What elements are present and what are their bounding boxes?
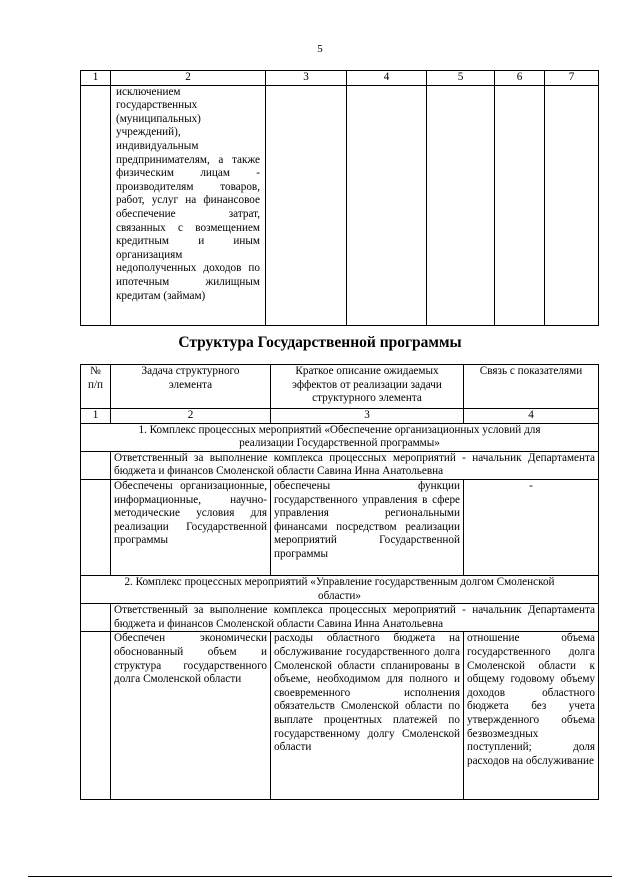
complex1-effect: обеспечены функции государственного управления в сфере управления региональными финансами посредством реализации мероприятий Государственной программы: [271, 479, 464, 575]
complex1-responsible: Ответственный за выполнение комплекса процессных мероприятий - начальник Департамента бюджета и финансов Смоленской области Савина Инна Анатольевна: [111, 451, 599, 479]
col-number-3: 3: [266, 71, 347, 86]
complex-title-row: [81, 575, 599, 603]
complex2-link: отношение объема государственного долга Смоленской области к общему годовому объему доходов областного бюджета без учета утвержденного объема безвозмездных поступлений; доля расходов на обслуживание: [464, 632, 599, 800]
header-number: № п/п: [81, 365, 111, 409]
responsible-row: [81, 451, 599, 479]
col-number-2: 2: [111, 71, 266, 86]
column-number: 2: [111, 409, 271, 424]
complex1-link: -: [529, 479, 533, 492]
complex1-title: 1. Комплекс процессных мероприятий «Обеспечение организационных условий для реализации Государственной программы»: [81, 423, 599, 451]
table-row: [81, 632, 599, 800]
header-effect: Краткое описание ожидаемых эффектов от реализации задачи структурного элемента: [271, 365, 464, 409]
complex2-responsible: Ответственный за выполнение комплекса процессных мероприятий - начальник Департамента бюджета и финансов Смоленской области Савина Инна Анатольевна: [111, 604, 599, 632]
page-number: 5: [317, 43, 323, 55]
col-number-6: 6: [495, 71, 545, 86]
column-numbers-row: [81, 409, 599, 424]
col-number-7: 7: [545, 71, 599, 86]
column-number: 4: [464, 409, 599, 424]
table-row: [81, 479, 599, 575]
complex2-task: Обеспечен экономически обоснованный объем и структура государственного долга Смоленской области: [111, 632, 271, 800]
table-header-row: [81, 365, 599, 409]
table-header-row: [81, 71, 599, 86]
page-bottom-rule: [28, 876, 612, 877]
table-row: [81, 85, 599, 325]
header-link: Связь с показателями: [464, 365, 599, 409]
section-title: Структура Государственной программы: [178, 334, 462, 351]
column-number: 3: [271, 409, 464, 424]
complex2-title: 2. Комплекс процессных мероприятий «Управление государственным долгом Смоленской области»: [81, 575, 599, 603]
col-number-5: 5: [427, 71, 495, 86]
responsible-row: [81, 604, 599, 632]
complex1-task: Обеспечены организационные, информационные, научно-методические условия для реализации Государственной программы: [111, 479, 271, 575]
col-number-1: 1: [81, 71, 111, 86]
program-structure-table: [80, 364, 599, 800]
column-number: 1: [81, 409, 111, 424]
complex-title-row: [81, 423, 599, 451]
continuation-table: [80, 70, 599, 326]
header-task: Задача структурного элемента: [111, 365, 271, 409]
col-number-4: 4: [347, 71, 427, 86]
cell-text: исключением государственных (муниципальных) учреждений), индивидуальным предпринимателям, а также физическим лицам - производителям товаров, работ, услуг на финансовое обеспечение затрат, связанных с возмещением кредитным и иным организациям недополученных доходов по ипотечным жилищным кредитам (займам): [111, 85, 266, 325]
complex2-effect: расходы областного бюджета на обслуживание государственного долга Смоленской области спланированы в объеме, необходимом для полного и своевременного исполнения обязательств Смоленской области по выплате процентных платежей по государственному долгу Смоленской области: [271, 632, 464, 800]
